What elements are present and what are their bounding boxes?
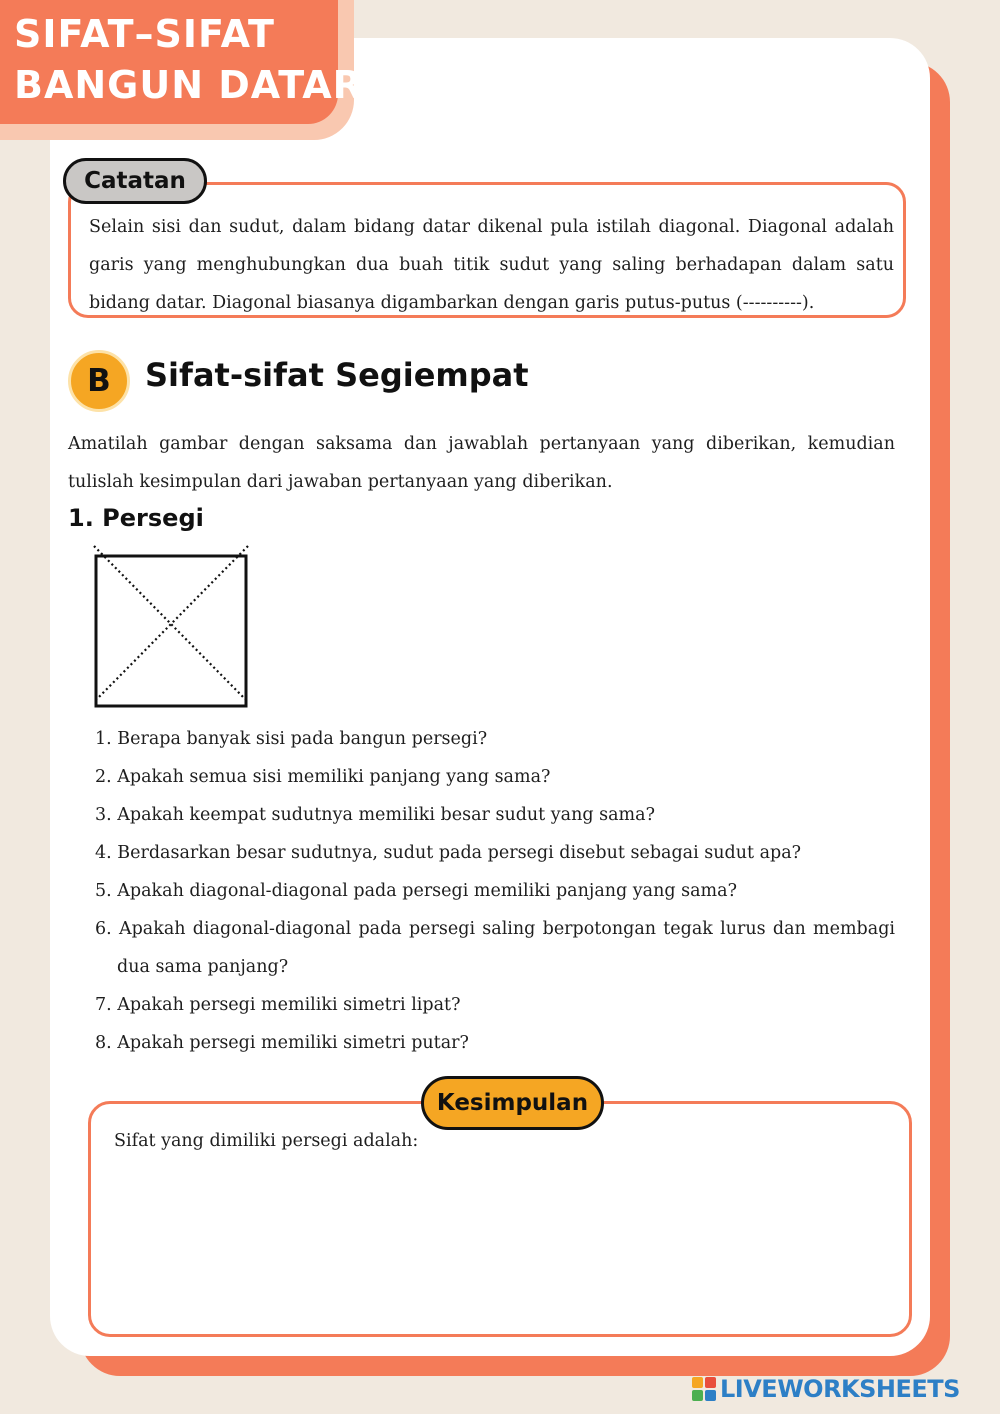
question-item: 5. Apakah diagonal-diagonal pada persegi memiliki panjang yang sama? (95, 881, 737, 901)
note-tag: Catatan (63, 158, 207, 204)
question-item: 4. Berdasarkan besar sudutnya, sudut pada persegi disebut sebagai sudut apa? (95, 843, 802, 863)
page-title-line2: BANGUN DATAR (14, 63, 363, 107)
question-item: 2. Apakah semua sisi memiliki panjang yang sama? (95, 767, 551, 787)
conclusion-tag: Kesimpulan (421, 1076, 604, 1130)
question-item: 3. Apakah keempat sudutnya memiliki besar sudut yang sama? (95, 805, 655, 825)
question-item: 1. Berapa banyak sisi pada bangun persegi? (95, 729, 488, 749)
note-text: Selain sisi dan sudut, dalam bidang datar dikenal pula istilah diagonal. Diagonal adalah garis yang menghubungkan dua buah titik sudut yang saling berhadapan dalam satu bidang datar. Diagonal biasanya digambarkan dengan garis putus-putus (----------). (89, 217, 894, 313)
conclusion-prompt: Sifat yang dimiliki persegi adalah: (114, 1131, 419, 1151)
shape-title: 1. Persegi (68, 504, 204, 532)
title-tab-inner (0, 0, 363, 124)
diagonal-line-2 (96, 546, 248, 700)
section-intro: Amatilah gambar dengan saksama dan jawablah pertanyaan yang diberikan, kemudian tulislah kesimpulan dari jawaban pertanyaan yang diberikan. (68, 434, 895, 492)
liveworksheets-logo-icon (692, 1377, 716, 1401)
square-with-diagonals-icon (90, 542, 252, 710)
diagonal-line-1 (94, 546, 246, 700)
footer-brand[interactable] (692, 1374, 960, 1404)
question-item: 6. Apakah diagonal-diagonal pada persegi saling berpotongan tegak lurus dan membagi dua sama panjang? (95, 919, 895, 977)
square-outline (96, 556, 246, 706)
question-list (95, 720, 895, 1062)
question-item: 7. Apakah persegi memiliki simetri lipat? (95, 995, 461, 1015)
question-item: 8. Apakah persegi memiliki simetri putar? (95, 1033, 469, 1053)
title-tab (0, 0, 363, 140)
section-title: Sifat-sifat Segiempat (145, 356, 529, 394)
brand-text: LIVEWORKSHEETS (720, 1375, 960, 1403)
section-badge: B (68, 350, 130, 412)
page-title-line1: SIFAT–SIFAT (14, 12, 275, 56)
